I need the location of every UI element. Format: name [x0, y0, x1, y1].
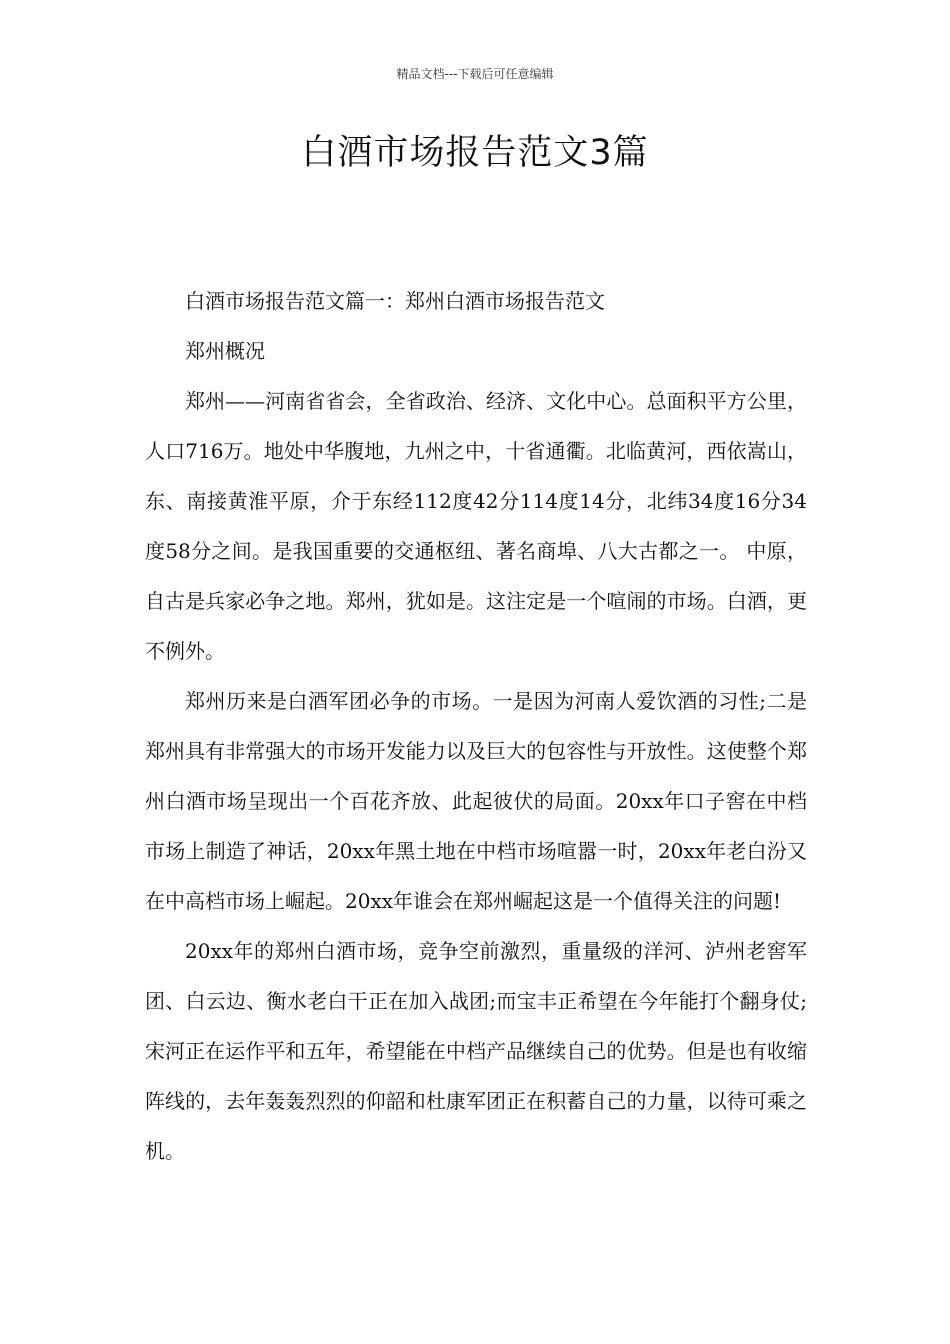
- document-body: [145, 276, 807, 1176]
- paragraph: 20xx年的郑州白酒市场，竞争空前激烈，重量级的洋河、泸州老窖军团、白云边、衡水老白干正在加入战团;而宝丰正希望在今年能打个翻身仗;宋河正在运作平和五年，希望能在中档产品继续自己的优势。但是也有收缩阵线的，去年轰轰烈烈的仰韶和杜康军团正在积蓄自己的力量，以待可乘之机。: [145, 939, 807, 1163]
- paragraph: 郑州历来是白酒军团必争的市场。一是因为河南人爱饮酒的习性;二是郑州具有非常强大的市场开发能力以及巨大的包容性与开放性。这使整个郑州白酒市场呈现出一个百花齐放、此起彼伏的局面。20xx年口子窖在中档市场上制造了神话，20xx年黑土地在中档市场喧嚣一时，20xx年老白汾又在中高档市场上崛起。20xx年谁会在郑州崛起这是一个值得关注的问题!: [145, 689, 807, 913]
- section-heading: 白酒市场报告范文篇一：郑州白酒市场报告范文: [185, 289, 605, 313]
- subsection-heading: 郑州概况: [185, 339, 265, 363]
- document-title: 白酒市场报告范文3篇: [301, 133, 649, 173]
- header-note: 精品文档---下载后可任意编辑: [396, 67, 554, 81]
- paragraph: 郑州——河南省省会，全省政治、经济、文化中心。总面积平方公里，人口716万。地处中华腹地，九州之中，十省通衢。北临黄河，西依嵩山，东、南接黄淮平原，介于东经112度42分114度14分，北纬34度16分34度58分之间。是我国重要的交通枢纽、著名商埠、八大古都之一。 中原，自古是兵家必争之地。郑州，犹如是。这注定是一个喧闹的市场。白酒，更不例外。: [145, 389, 807, 663]
